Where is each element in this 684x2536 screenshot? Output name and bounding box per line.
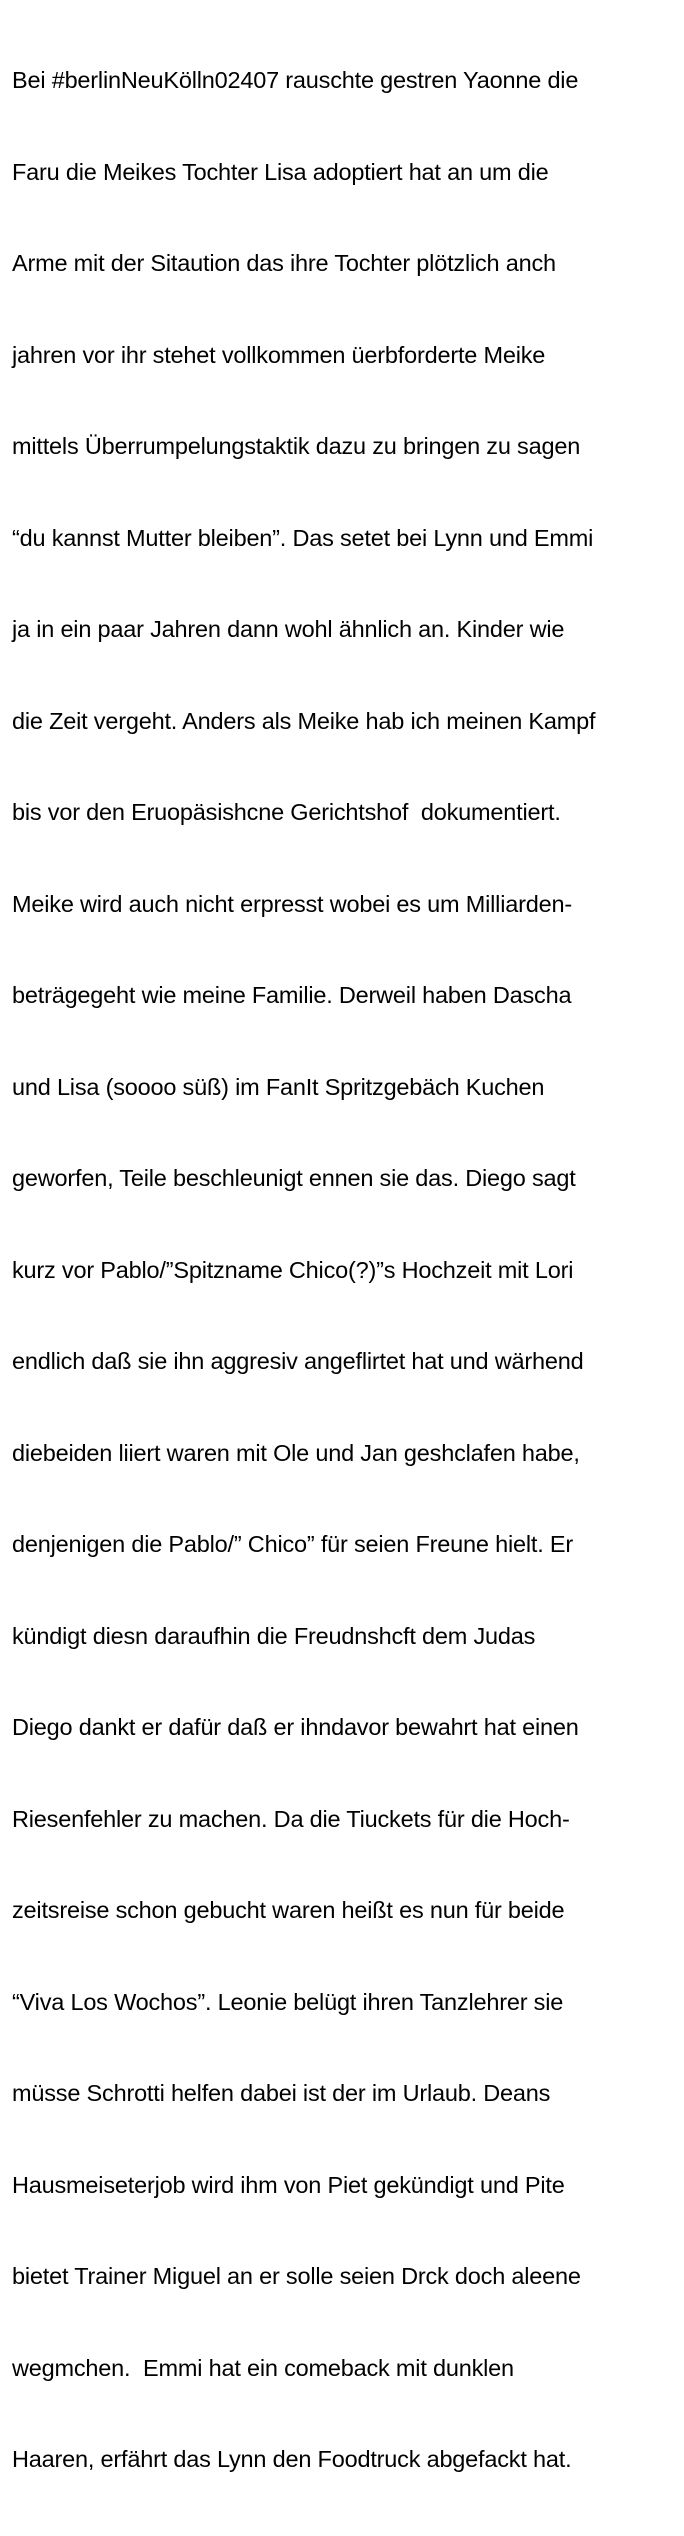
text-line-24: Hausmeiseterjob wird ihm von Piet gekündigt und Pite [12,2171,565,2198]
text-line-5: mittels Überrumpelungstaktik dazu zu bringen zu sagen [12,433,581,459]
text-line-2: Faru die Meikes Tochter Lisa adoptiert hat an um die [12,158,549,185]
text-line-11: beträgegeht wie meine Familie. Derweil haben Dascha [12,982,572,1008]
text-line-4: jahren vor ihr stehet vollkommen üerbforderte Meike [12,341,546,368]
text-line-10: Meike wird auch nicht erpresst wobei es um Milliarden- [12,890,572,917]
document-text [12,4,680,2536]
text-line-16: diebeiden liiert waren mit Ole und Jan geshclafen habe, [12,1439,580,1466]
text-line-14: kurz vor Pablo/”Spitzname Chico(?)”s Hochzeit mit Lori [12,1256,574,1283]
text-line-18: kündigt diesn daraufhin die Freudnshcft dem Judas [12,1622,536,1649]
text-line-15: endlich daß sie ihn aggresiv angeflirtet hat und wärhend [12,1348,584,1374]
text-line-7: ja in ein paar Jahren dann wohl ähnlich an. Kinder wie [12,616,565,642]
text-line-3: Arme mit der Sitaution das ihre Tochter plötzlich anch [12,250,556,276]
text-line-27: Haaren, erfährt das Lynn den Foodtruck abgefackt hat. [12,2446,572,2472]
text-line-12: und Lisa (soooo süß) im FanIt Spritzgebäch Kuchen [12,1073,545,1100]
text-line-9: bis vor den Eruopäsishcne Gerichtshof dokumentiert. [12,799,561,825]
text-line-19: Diego dankt er dafür daß er ihndavor bewahrt hat einen [12,1714,579,1740]
text-line-21: zeitsreise schon gebucht waren heißt es nun für beide [12,1897,565,1923]
text-line-20: Riesenfehler zu machen. Da die Tiuckets für die Hoch- [12,1805,570,1832]
text-line-22: “Viva Los Wochos”. Leonie belügt ihren Tanzlehrer sie [12,1988,564,2015]
text-line-1: Bei #berlinNeuKölln02407 rauschte gestren Yaonne die [12,67,579,93]
text-line-17: denjenigen die Pablo/” Chico” für seien Freune hielt. Er [12,1531,573,1557]
text-line-6: “du kannst Mutter bleiben”. Das setet bei Lynn und Emmi [12,524,594,551]
text-line-26: wegmchen. Emmi hat ein comeback mit dunklen [12,2354,514,2381]
text-line-8: die Zeit vergeht. Anders als Meike hab ich meinen Kampf [12,707,596,734]
text-line-25: bietet Trainer Miguel an er solle seien Drck doch aleene [12,2263,581,2289]
text-line-13: geworfen, Teile beschleunigt ennen sie das. Diego sagt [12,1165,576,1191]
text-line-23: müsse Schrotti helfen dabei ist der im Urlaub. Deans [12,2080,551,2106]
